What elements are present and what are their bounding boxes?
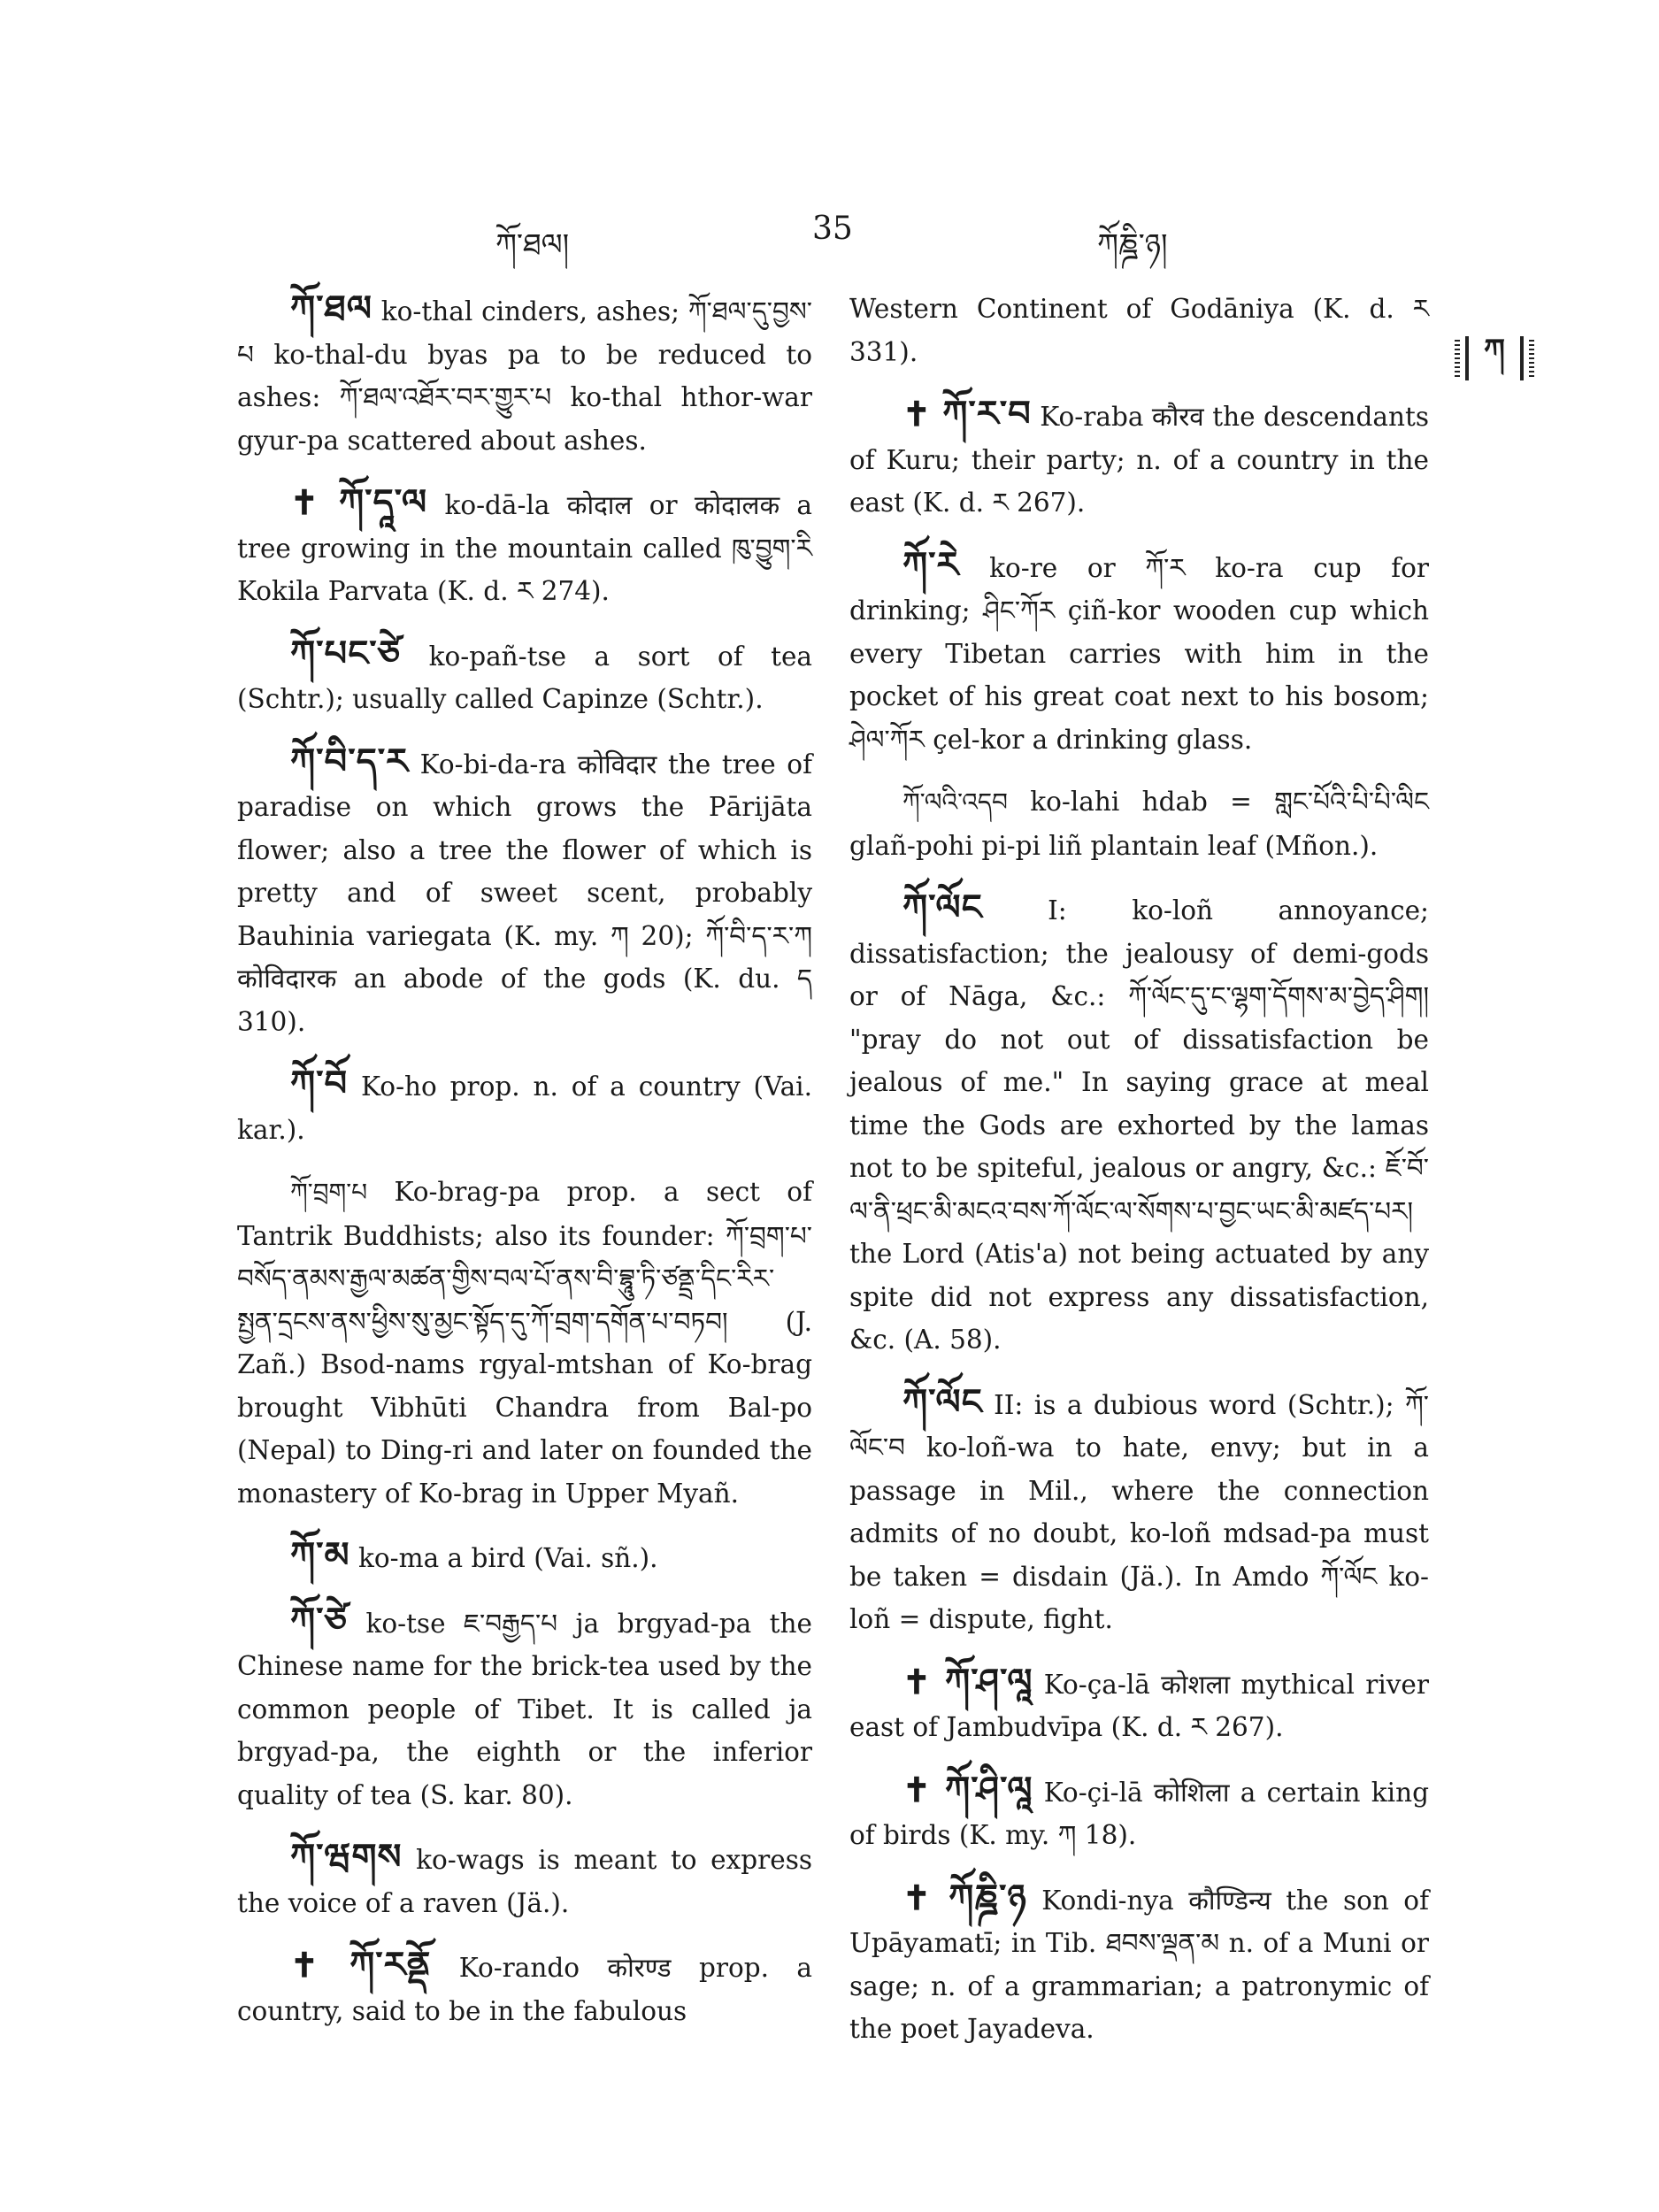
dictionary-entry: [849, 1381, 1429, 1641]
entry-headword: ཀོ་ལོང: [902, 887, 983, 928]
entry-text: Ko-brag-pa prop. a sect of Tantrik Buddhists; also its founder: ཀོ་བྲག་པ་བསོད་ནམས་རྒྱལ་མཚན་གྱིས་བལ་པོ་ནས་བི་བྷཱུ་ཏི་ཙནྡྲ་དིང་རིར་སྤྱན་དྲངས་ནས་ཕྱིས་སུ་མྱང་སྟོད་དུ་ཀོ་བྲག་དགོན་པ་བཏབ། (J. Zañ.) Bsod-nams rgyal-mtshan of Ko-brag brought Vibhūti Chandra from Bal-po (Nepal) to Ding-ri and later on founded the monastery of Ko-brag in Upper Myañ.: [237, 1177, 812, 1509]
entry-headword: ཀོ་རེ: [902, 543, 960, 586]
entry-text: ko-thal cinders, ashes; ཀོ་ཐལ་དུ་བྱས་པ ko-thal-du byas pa to be reduced to ashes: ཀོ་ཐལ་འཐོར་བར་གྱུར་པ ko-thal hthor-war gyur-pa scattered about ashes.: [237, 296, 812, 456]
entry-text: ko-pañ-tse a sort of tea (Schtr.); usually called Capinze (Schtr.).: [237, 641, 812, 714]
entry-text: Ko-bi-da-ra कोविदार the tree of paradise on which grows the Pārijāta flower; also a tree the flower of which is pretty and of sweet scent, probably Bauhinia variegata (K. my. ཀ 20); ཀོ་བི་ད་ར་ཀ कोविदारक an abode of the gods (K. du. ད 310).: [237, 749, 812, 1037]
left-column: [237, 288, 812, 2052]
dictionary-entry: [237, 1836, 812, 1924]
running-head-left: ཀོ་ཐལ།: [495, 227, 570, 263]
dagger-mark: ✝: [902, 1877, 949, 1917]
entry-headword: ཀོ་མ: [290, 1534, 350, 1576]
entry-headword: ཀོ་ཙེ: [290, 1599, 348, 1641]
dictionary-entry: [237, 288, 812, 462]
entry-headword: ཀོ་ཝགས: [290, 1836, 403, 1878]
entry-text: Kondi-nya कौण्डिन्य the son of Upāyamatī; in Tib. ཐབས་ལྡན་མ n. of a Muni or sage; n. of a grammarian; a patronymic of the poet Jayadeva.: [849, 1885, 1429, 2044]
dictionary-entry: [237, 1171, 812, 1515]
page-number: 35: [812, 211, 853, 247]
entry-text: Ko-ho prop. n. of a country (Vai. kar.).: [237, 1071, 812, 1145]
dictionary-entry: [849, 1661, 1429, 1749]
dictionary-entry: [849, 780, 1429, 867]
dictionary-entry: [849, 544, 1429, 762]
entry-headword: ཀོ་བྲག་པ: [290, 1178, 368, 1207]
entry-headword: ཀོ་ར་བ: [942, 393, 1032, 434]
entry-text: Ko-rando कोरण्ड prop. a country, said to be in the fabulous: [237, 1953, 812, 2026]
entry-text: Western Continent of Godāniya (K. d. ར 331).: [849, 294, 1429, 367]
dictionary-entry: [237, 481, 812, 613]
entry-text: ko-re or ཀོ་ར ko-ra cup for drinking; ཤིང་ཀོར çiñ-kor wooden cup which every Tibetan carries with him in the pocket of his great coat next to his bosom; ཤེལ་ཀོར çel-kor a drinking glass.: [849, 552, 1429, 755]
dictionary-entry: [237, 741, 812, 1044]
entry-text: ko-ma a bird (Vai. sñ.).: [349, 1543, 658, 1573]
dictionary-entry: [849, 1877, 1429, 2051]
dagger-mark: ✝: [902, 394, 943, 434]
entry-headword: ཀོ་པང་ཙེ: [290, 632, 402, 674]
dictionary-entry: [237, 1063, 812, 1151]
entry-headword: ཀོ་ཤ་ལཱ: [945, 1660, 1033, 1702]
entry-headword: ཀོ་ཐལ: [290, 288, 373, 329]
dictionary-entry: [849, 288, 1429, 373]
dictionary-entry: [849, 1769, 1429, 1857]
entry-headword: ཀོ་ལའི་འདབ: [902, 787, 1009, 817]
entry-text: Ko-çi-lā कोशिला a certain king of birds (K. my. ཀ 18).: [849, 1777, 1429, 1850]
entry-headword: ཀོ་བོ: [290, 1063, 349, 1104]
entry-text: I: ko-loñ annoyance; dissatisfaction; the jealousy of demi-gods or of Nāga, &c.: ཀོ་ལོང་དུ་ང་ལྷག་དོགས་མ་བྱེད་ཤིག། "pray do not out of dissatisfaction be jealous of me." In saying grace at meal time the Gods are exhorted by the lamas not to be spiteful, jealous or angry, &c.: ཇོ་བོ་ལ་ནི་ཕྲང་མི་མངའ་བས་ཀོ་ལོང་ལ་སོགས་པ་བྱང་ཡང་མི་མཛད་པར། the Lord (Atis'a) not being actuated by any spite did not express any dissatisfaction, &c. (A. 58).: [849, 895, 1429, 1355]
entry-headword: ཀོ་ཤི་ལཱ: [944, 1768, 1033, 1810]
entry-text: Ko-ça-lā कोशला mythical river east of Jambudvīpa (K. d. ར 267).: [849, 1669, 1429, 1742]
entry-text: ko-tse ཇ་བརྒྱད་པ ja brgyad-pa the Chinese name for the brick-tea used by the common people of Tibet. It is called ja brgyad-pa, the eighth or the inferior quality of tea (S. kar. 80).: [237, 1608, 812, 1810]
entry-text: Ko-raba कौरव the descendants of Kuru; their party; n. of a country in the east (K. d. ར 267).: [849, 402, 1429, 518]
dagger-mark: ✝: [902, 1661, 945, 1701]
entry-headword: ཀོ་བི་ད་ར: [290, 740, 410, 782]
dictionary-entry: [237, 1600, 812, 1817]
entry-text: II: is a dubious word (Schtr.); ཀོ་ལོང་བ ko-loñ-wa to hate, envy; but in a passage in Mil., where the connection admits of no doubt, ko-loñ mdsad-pa must be taken = disdain (Jä.). In Amdo ཀོ་ལོང ko-loñ = dispute, fight.: [849, 1389, 1429, 1634]
entry-text: ko-dā-la कोदाल or कोदालक a tree growing in the mountain called ཁུ་བྱུག་རི Kokila Parvata (K. d. ར 274).: [237, 490, 812, 606]
entry-text: ko-wags is meant to express the voice of a raven (Jä.).: [237, 1845, 812, 1918]
thumb-index-tab: ཀ: [1465, 336, 1524, 380]
entry-text: ko-lahi hdab = གླང་པོའི་པི་པི་ལིང glañ-pohi pi-pi liñ plantain leaf (Mñon.).: [849, 787, 1429, 861]
dagger-mark: ✝: [290, 1945, 350, 1985]
dagger-mark: ✝: [902, 1769, 945, 1809]
entry-headword: ཀོཎྜི་ཉ: [949, 1876, 1027, 1918]
dictionary-entry: [237, 1944, 812, 2032]
dictionary-entry: [237, 633, 812, 721]
entry-headword: ཀོ་རནྡོ: [349, 1944, 432, 1985]
entry-headword: ཀོ་ལོང: [902, 1380, 983, 1423]
right-column: [849, 288, 1429, 2070]
running-head-right: ཀོཎྜི་ཉ།: [1097, 227, 1168, 263]
dictionary-entry: [849, 393, 1429, 525]
dictionary-entry: [237, 1534, 812, 1580]
dagger-mark: ✝: [290, 482, 339, 522]
dictionary-entry: [849, 887, 1429, 1362]
entry-headword: ཀོ་དཱ་ལ: [338, 481, 428, 523]
